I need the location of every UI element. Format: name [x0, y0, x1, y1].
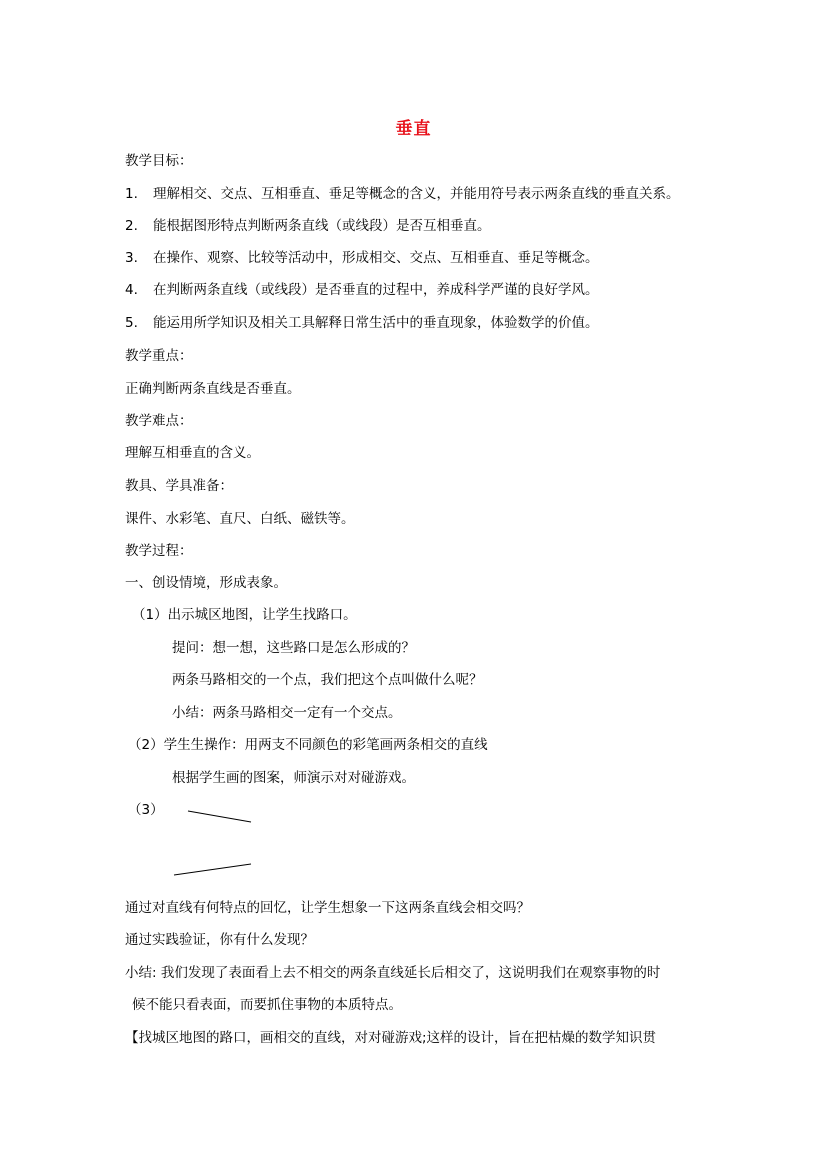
- step-2: （2）学生生操作：用两支不同颜色的彩笔画两条相交的直线: [128, 737, 488, 753]
- tools-text: 课件、水彩笔、直尺、白纸、磁铁等。: [125, 511, 355, 527]
- tools-heading: 教具、学具准备：: [125, 478, 233, 494]
- goal-text: 在操作、观察、比较等活动中，形成相交、交点、互相垂直、垂足等概念。: [153, 250, 599, 266]
- goal-number: 4.: [125, 282, 138, 298]
- key-text: 正确判断两条直线是否垂直。: [125, 381, 301, 397]
- line-segment-lower: [174, 864, 251, 875]
- goal-number: 1.: [125, 186, 138, 202]
- goal-number: 5.: [125, 315, 138, 331]
- difficulty-heading: 教学难点：: [125, 413, 193, 429]
- page-title: 垂直: [395, 119, 432, 139]
- step-1: （1）出示城区地图，让学生找路口。: [132, 607, 357, 623]
- step-1-question: 提问：想一想，这些路口是怎么形成的？: [172, 640, 415, 656]
- key-heading: 教学重点：: [125, 348, 193, 364]
- step-1-question: 两条马路相交的一个点，我们把这个点叫做什么呢？: [172, 672, 483, 688]
- recall-text: 通过对直线有何特点的回忆，让学生想象一下这两条直线会相交吗？: [125, 900, 530, 916]
- verify-text: 通过实践验证，你有什么发现？: [125, 932, 314, 948]
- step-3: （3）: [128, 802, 164, 818]
- goals-heading: 教学目标：: [125, 153, 193, 169]
- goal-text: 在判断两条直线（或线段）是否垂直的过程中，养成科学严谨的良好学风。: [153, 282, 599, 298]
- goal-number: 3.: [125, 250, 138, 266]
- line-segment-upper: [188, 811, 251, 822]
- difficulty-text: 理解互相垂直的含义。: [125, 445, 260, 461]
- step-2-demo: 根据学生画的图案，师演示对对碰游戏。: [172, 770, 415, 786]
- goal-text: 能根据图形特点判断两条直线（或线段）是否互相垂直。: [153, 218, 491, 234]
- summary-line: 小结: 我们发现了表面看上去不相交的两条直线延长后相交了，这说明我们在观察事物的时: [125, 965, 661, 981]
- summary-line: 候不能只看表面，而要抓住事物的本质特点。: [132, 997, 402, 1013]
- goal-number: 2.: [125, 218, 138, 234]
- goal-text: 理解相交、交点、互相垂直、垂足等概念的含义，并能用符号表示两条直线的垂直关系。: [153, 186, 680, 202]
- step-1-summary: 小结：两条马路相交一定有一个交点。: [172, 705, 402, 721]
- process-heading: 教学过程：: [125, 543, 193, 559]
- section-heading: 一、创设情境，形成表象。: [125, 575, 287, 591]
- goal-text: 能运用所学知识及相关工具解释日常生活中的垂直现象，体验数学的价值。: [153, 315, 599, 331]
- design-note: 【找城区地图的路口，画相交的直线，对对碰游戏;这样的设计，旨在把枯燥的数学知识贯: [125, 1030, 657, 1046]
